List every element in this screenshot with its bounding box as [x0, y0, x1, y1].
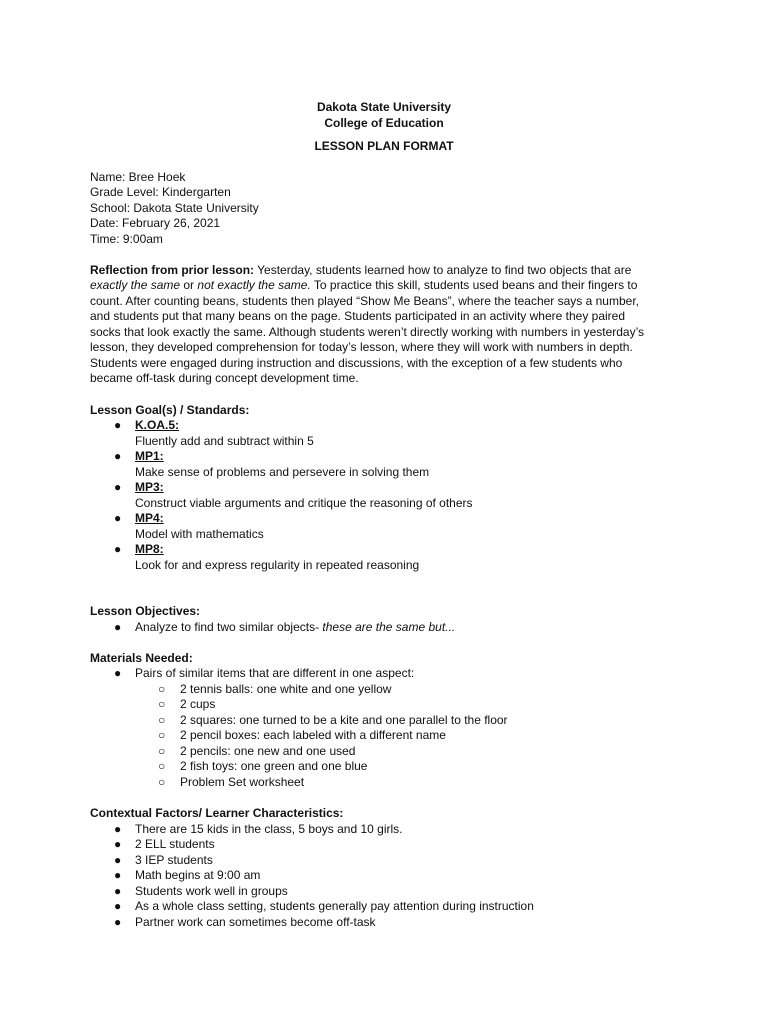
reflection-line-4: and students put that many beans on the page. Students participated in an activity where they paired	[90, 309, 626, 323]
reflection-line-2	[90, 278, 637, 293]
bullet-icon: ●	[114, 822, 122, 836]
objective-item	[135, 620, 455, 635]
reflection-italic-2: not exactly the same.	[197, 278, 311, 292]
bullet-icon: ●	[114, 511, 122, 525]
reflection-line-6: lesson, they developed comprehension for today’s lesson, where they will work with numbers in depth.	[90, 340, 633, 354]
standard-desc: Look for and express regularity in repeated reasoning	[135, 558, 420, 572]
bullet-icon: ●	[114, 915, 122, 929]
material-item: 2 pencil boxes: each labeled with a different name	[180, 728, 446, 742]
info-grade: Grade Level: Kindergarten	[90, 185, 231, 199]
reflection-text: Yesterday, students learned how to analyze to find two objects that are	[254, 263, 632, 277]
standard-code: K.OA.5:	[135, 418, 180, 432]
format-title: LESSON PLAN FORMAT	[314, 139, 454, 153]
material-item: 2 pencils: one new and one used	[180, 744, 356, 758]
bullet-icon: ●	[114, 418, 122, 432]
reflection-line-1	[90, 263, 631, 278]
goals-heading: Lesson Goal(s) / Standards:	[90, 403, 250, 417]
bullet-icon: ●	[114, 449, 122, 463]
bullet-icon: ●	[114, 542, 122, 556]
circle-bullet-icon: ○	[158, 759, 166, 773]
standard-code: MP8:	[135, 542, 164, 556]
material-item: 2 tennis balls: one white and one yellow	[180, 682, 392, 696]
circle-bullet-icon: ○	[158, 682, 166, 696]
contextual-item: Partner work can sometimes become off-task	[135, 915, 376, 929]
circle-bullet-icon: ○	[158, 697, 166, 711]
material-item: 2 squares: one turned to be a kite and one parallel to the floor	[180, 713, 508, 727]
bullet-icon: ●	[114, 666, 122, 680]
materials-main: Pairs of similar items that are different in one aspect:	[135, 666, 415, 680]
standard-desc: Fluently add and subtract within 5	[135, 434, 314, 448]
circle-bullet-icon: ○	[158, 775, 166, 789]
reflection-line-5: socks that look exactly the same. Although students weren’t directly working with numbers in yesterday’s	[90, 325, 645, 339]
bullet-icon: ●	[114, 899, 122, 913]
circle-bullet-icon: ○	[158, 713, 166, 727]
reflection-text: To practice this skill, students used beans and their fingers to	[310, 278, 638, 292]
objective-italic: these are the same but...	[322, 620, 456, 634]
college-title: College of Education	[324, 116, 444, 130]
standard-code: MP4:	[135, 511, 164, 525]
reflection-line-3: count. After counting beans, students then played “Show Me Beans”, where the teacher says a number,	[90, 294, 639, 308]
bullet-icon: ●	[114, 853, 122, 867]
standard-code: MP1:	[135, 449, 164, 463]
reflection-label: Reflection from prior lesson:	[90, 263, 255, 277]
contextual-item: There are 15 kids in the class, 5 boys and 10 girls.	[135, 822, 403, 836]
info-time: Time: 9:00am	[90, 232, 163, 246]
bullet-icon: ●	[114, 620, 122, 634]
standard-desc: Construct viable arguments and critique the reasoning of others	[135, 496, 473, 510]
materials-heading: Materials Needed:	[90, 651, 193, 665]
contextual-heading: Contextual Factors/ Learner Characteristics:	[90, 806, 344, 820]
contextual-item: Math begins at 9:00 am	[135, 868, 261, 882]
standard-desc: Make sense of problems and persevere in solving them	[135, 465, 430, 479]
info-school: School: Dakota State University	[90, 201, 259, 215]
info-date: Date: February 26, 2021	[90, 216, 221, 230]
reflection-line-8: became off-task during concept development time.	[90, 371, 359, 385]
circle-bullet-icon: ○	[158, 744, 166, 758]
bullet-icon: ●	[114, 868, 122, 882]
contextual-item: Students work well in groups	[135, 884, 288, 898]
standard-code: MP3:	[135, 480, 164, 494]
circle-bullet-icon: ○	[158, 728, 166, 742]
contextual-item: 3 IEP students	[135, 853, 213, 867]
contextual-item: As a whole class setting, students generally pay attention during instruction	[135, 899, 534, 913]
bullet-icon: ●	[114, 837, 122, 851]
reflection-italic-1: exactly the same	[90, 278, 181, 292]
university-title: Dakota State University	[316, 100, 452, 114]
material-item: Problem Set worksheet	[180, 775, 305, 789]
reflection-line-7: Students were engaged during instruction and discussions, with the exception of a few students who	[90, 356, 623, 370]
material-item: 2 cups	[180, 697, 216, 711]
objective-text: Analyze to find two similar objects-	[135, 620, 323, 634]
contextual-item: 2 ELL students	[135, 837, 215, 851]
standard-desc: Model with mathematics	[135, 527, 264, 541]
reflection-text: or	[180, 278, 198, 292]
bullet-icon: ●	[114, 480, 122, 494]
info-name: Name: Bree Hoek	[90, 170, 186, 184]
objectives-heading: Lesson Objectives:	[90, 604, 201, 618]
bullet-icon: ●	[114, 884, 122, 898]
material-item: 2 fish toys: one green and one blue	[180, 759, 368, 773]
